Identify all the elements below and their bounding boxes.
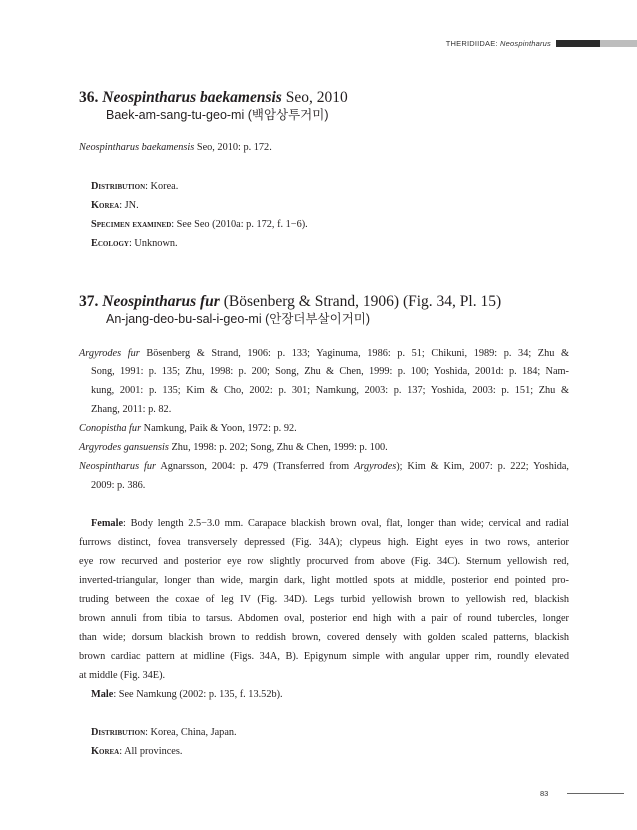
- description-line: at middle (Fig. 34E).: [79, 670, 166, 681]
- description-line: brown annuli from tibia to tarsus. Abdomen oval, posterior end high with a pair of round tubercles, longer: [79, 613, 569, 624]
- header-bar-dark: [556, 40, 600, 47]
- male-description: Male: See Namkung (2002: p. 135, f. 13.52b).: [91, 689, 283, 700]
- header-bar-light: [600, 40, 637, 47]
- description-line: brown cardiac pattern at midline (Figs. 34A, B). Epigynum simple with angular upper rim, roundly elevated: [79, 651, 569, 662]
- species-36-title: 36. Neospintharus baekamensis Seo, 2010: [79, 89, 348, 106]
- description-line: furrows distinct, fovea transversely depressed (Fig. 34A); clypeus high. Eight eyes in two rows, anterior: [79, 537, 569, 548]
- synonym-conopistha-fur: Conopistha fur Namkung, Paik & Yoon, 1972: p. 92.: [79, 423, 297, 434]
- species-36-ecology: Ecology: Unknown.: [91, 238, 178, 249]
- species-36-specimen: Specimen examined: See Seo (2010a: p. 172, f. 1−6).: [91, 219, 308, 230]
- species-37-distribution: Distribution: Korea, China, Japan.: [91, 727, 237, 738]
- page-number: 83: [540, 789, 549, 798]
- species-36-korea: Korea: JN.: [91, 200, 139, 211]
- female-description: Female: Body length 2.5−3.0 mm. Carapace blackish brown oval, flat, longer than wide; cervical and radial: [91, 518, 569, 529]
- description-line: eye row recurved and posterior eye row slightly procurved from above (Fig. 34C). Sternum yellowish red,: [79, 556, 569, 567]
- synonym-line: 2009: p. 386.: [91, 480, 146, 491]
- footer-rule: [567, 793, 624, 794]
- species-37-korean-name: An-jang-deo-bu-sal-i-geo-mi (안장더부살이거미): [106, 312, 371, 326]
- species-37-korea: Korea: All provinces.: [91, 746, 183, 757]
- species-36-distribution: Distribution: Korea.: [91, 181, 179, 192]
- synonym-line: Song, 1991: p. 135; Zhu, 1998: p. 200; Song, Zhu & Chen, 1999: p. 100; Yoshida, 2001d: p. 184; Nam-: [91, 366, 569, 377]
- synonym-neospintharus-fur: Neospintharus fur Agnarsson, 2004: p. 479 (Transferred from Argyrodes); Kim & Kim, 2007: p. 222; Yoshida,: [79, 461, 569, 472]
- description-line: inverted-triangular, longer than wide, margin dark, light mottled spots at middle, posterior end pointed pro-: [79, 575, 569, 586]
- description-line: truding between the coxae of leg IV (Fig. 34D). Legs turbid yellowish brown to yellowish red, blackish: [79, 594, 569, 605]
- synonym-line: Zhang, 2011: p. 82.: [91, 404, 172, 415]
- synonym-line: kung, 2001: p. 135; Kim & Cho, 2002: p. 301; Namkung, 2003: p. 137; Yoshida, 2003: p. 151; Zhu &: [91, 385, 569, 396]
- species-36-synonym: Neospintharus baekamensis Seo, 2010: p. 172.: [79, 142, 272, 153]
- running-header: [446, 39, 637, 48]
- synonym-argyrodes-gansuensis: Argyrodes gansuensis Zhu, 1998: p. 202; Song, Zhu & Chen, 1999: p. 100.: [79, 442, 388, 453]
- running-title: THERIDIIDAE: Neospintharus: [445, 39, 551, 48]
- synonym-argyrodes-fur: Argyrodes fur Bösenberg & Strand, 1906: p. 133; Yaginuma, 1986: p. 51; Chikuni, 1989: p. 34; Zhu &: [79, 348, 569, 359]
- species-36-korean-name: Baek-am-sang-tu-geo-mi (백암상투거미): [106, 108, 329, 122]
- species-37-title: 37. Neospintharus fur (Bösenberg & Strand, 1906) (Fig. 34, Pl. 15): [79, 293, 502, 310]
- description-line: than wide; dorsum blackish brown to reddish brown, covered densely with golden scaled patterns, blackish: [79, 632, 569, 643]
